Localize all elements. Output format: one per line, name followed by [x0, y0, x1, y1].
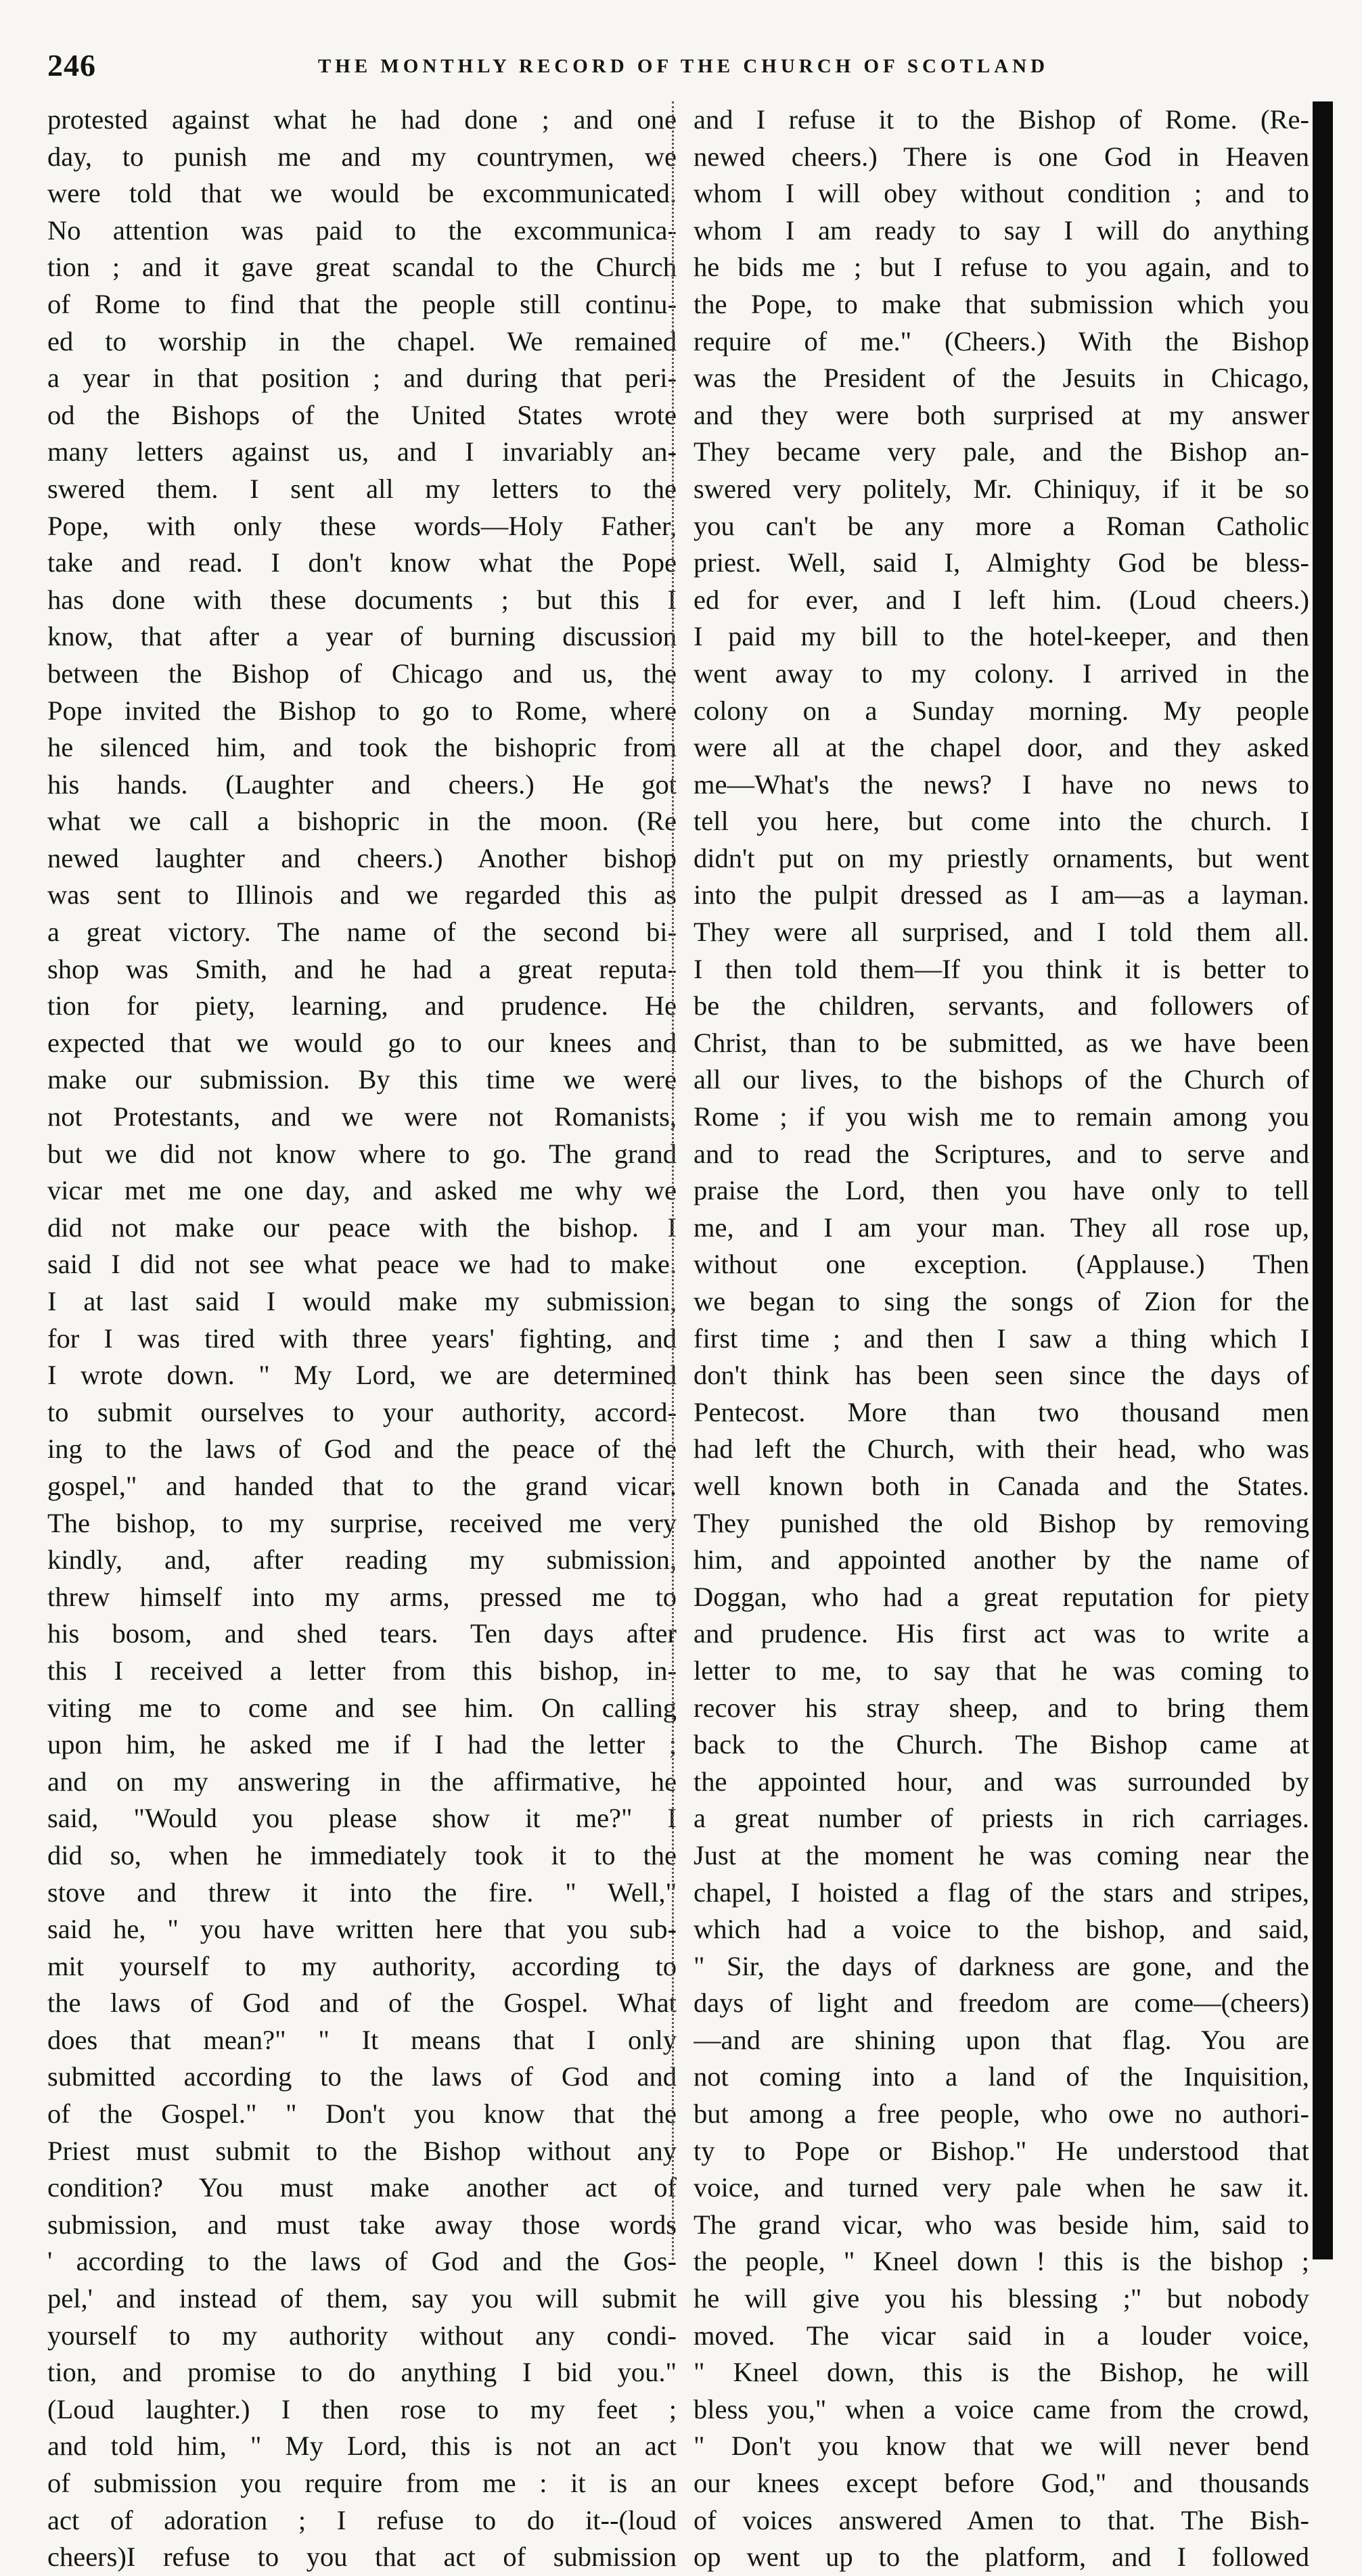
- text-line: swered very politely, Mr. Chiniquy, if it be so: [694, 473, 1309, 504]
- text-line: and told him, " My Lord, this is not an act: [47, 2431, 677, 2462]
- text-line: the laws of God and of the Gospel. What: [47, 1987, 677, 2019]
- text-line: submission, and must take away those words: [47, 2209, 677, 2240]
- text-line: his bosom, and shed tears. Ten days after: [47, 1618, 677, 1649]
- text-line: threw himself into my arms, pressed me to: [47, 1581, 677, 1612]
- text-line: but we did not know where to go. The grand: [47, 1138, 677, 1169]
- text-line: " Don't you know that we will never bend: [694, 2431, 1309, 2462]
- text-line: require of me." (Cheers.) With the Bishop: [694, 325, 1309, 356]
- text-line: make our submission. By this time we were: [47, 1064, 677, 1095]
- text-line: was the President of the Jesuits in Chicago,: [694, 363, 1309, 394]
- text-line: newed laughter and cheers.) Another bishop: [47, 842, 677, 873]
- text-line: a year in that position ; and during that peri-: [47, 363, 677, 394]
- text-line: were told that we would be excommunicated.: [47, 178, 677, 209]
- text-line: of submission you require from me : it is an: [47, 2468, 677, 2498]
- text-line: viting me to come and see him. On calling: [47, 1692, 677, 1723]
- text-line: but among a free people, who owe no authori-: [694, 2098, 1309, 2130]
- text-line: swered them. I sent all my letters to the: [47, 473, 677, 504]
- text-line: said he, " you have written here that you sub-: [47, 1914, 677, 1945]
- text-line: many letters against us, and I invariably an-: [47, 436, 677, 467]
- text-line: They punished the old Bishop by removing: [694, 1507, 1309, 1538]
- column-divider: [672, 101, 674, 2259]
- text-line: back to the Church. The Bishop came at: [694, 1729, 1309, 1760]
- page-number: 246: [47, 48, 96, 83]
- text-line: " Kneel down, this is the Bishop, he will: [694, 2357, 1309, 2388]
- text-line: Doggan, who had a great reputation for piety: [694, 1581, 1309, 1612]
- text-line: ty to Pope or Bishop." He understood that: [694, 2135, 1309, 2166]
- text-line: kindly, and, after reading my submission,: [47, 1544, 677, 1576]
- text-line: ed for ever, and I left him. (Loud cheers.): [694, 584, 1309, 615]
- text-line: tion ; and it gave great scandal to the Church: [47, 252, 677, 283]
- left-column: [47, 101, 677, 2576]
- text-line: of Rome to find that the people still continu-: [47, 288, 677, 319]
- text-line: —and are shining upon that flag. You are: [694, 2024, 1309, 2055]
- text-line: into the pulpit dressed as I am—as a layman.: [694, 879, 1309, 911]
- text-line: vicar met me one day, and asked me why we: [47, 1175, 677, 1206]
- text-line: the appointed hour, and was surrounded by: [694, 1766, 1309, 1797]
- text-line: his hands. (Laughter and cheers.) He got: [47, 768, 677, 800]
- text-line: od the Bishops of the United States wrote: [47, 399, 677, 430]
- text-line: not coming into a land of the Inquisition,: [694, 2061, 1309, 2092]
- text-line: condition? You must make another act of: [47, 2172, 677, 2203]
- text-line: chapel, I hoisted a flag of the stars and stripes,: [694, 1877, 1309, 1908]
- text-line: (Loud laughter.) I then rose to my feet ;: [47, 2393, 677, 2424]
- text-line: went away to my colony. I arrived in the: [694, 658, 1309, 689]
- text-line: he silenced him, and took the bishopric from: [47, 732, 677, 763]
- text-line: I wrote down. " My Lord, we are determined: [47, 1360, 677, 1391]
- text-line: letter to me, to say that he was coming to: [694, 1655, 1309, 1686]
- text-line: The grand vicar, who was beside him, said to: [694, 2209, 1309, 2240]
- text-line: Christ, than to be submitted, as we have been: [694, 1027, 1309, 1058]
- text-line: me, and I am your man. They all rose up,: [694, 1212, 1309, 1243]
- text-line: newed cheers.) There is one God in Heaven: [694, 141, 1309, 172]
- text-line: shop was Smith, and he had a great reputa-: [47, 953, 677, 984]
- text-line: stove and threw it into the fire. " Well,": [47, 1877, 677, 1908]
- text-line: of voices answered Amen to that. The Bish-: [694, 2504, 1309, 2535]
- text-line: Pope, with only these words—Holy Father,: [47, 510, 677, 541]
- text-line: whom I am ready to say I will do anything: [694, 214, 1309, 246]
- text-line: No attention was paid to the excommunica-: [47, 214, 677, 246]
- text-line: and prudence. His first act was to write a: [694, 1618, 1309, 1649]
- text-line: day, to punish me and my countrymen, we: [47, 141, 677, 172]
- text-line: ed to worship in the chapel. We remained: [47, 325, 677, 356]
- text-line: and I refuse it to the Bishop of Rome. (Re-: [694, 104, 1309, 135]
- text-line: don't think has been seen since the days of: [694, 1360, 1309, 1391]
- text-line: and to read the Scriptures, and to serve and: [694, 1138, 1309, 1169]
- text-line: said, "Would you please show it me?" I: [47, 1803, 677, 1834]
- text-line: They were all surprised, and I told them all.: [694, 917, 1309, 948]
- text-line: for I was tired with three years' fighting, and: [47, 1322, 677, 1354]
- text-line: know, that after a year of burning discussion: [47, 621, 677, 652]
- text-line: tion, and promise to do anything I bid you.": [47, 2357, 677, 2388]
- text-line: colony on a Sunday morning. My people: [694, 695, 1309, 726]
- text-line: yourself to my authority without any condi-: [47, 2320, 677, 2351]
- text-line: act of adoration ; I refuse to do it--(loud: [47, 2504, 677, 2535]
- text-line: mit yourself to my authority, according to: [47, 1950, 677, 1981]
- text-line: and they were both surprised at my answer: [694, 399, 1309, 430]
- text-line: did so, when he immediately took it to the: [47, 1839, 677, 1870]
- text-line: pel,' and instead of them, say you will submit: [47, 2283, 677, 2314]
- text-line: gospel," and handed that to the grand vicar.: [47, 1470, 677, 1501]
- text-line: he will give you his blessing ;" but nobody: [694, 2283, 1309, 2314]
- text-line: first time ; and then I saw a thing which I: [694, 1322, 1309, 1354]
- text-line: submitted according to the laws of God and: [47, 2061, 677, 2092]
- text-line: I then told them—If you think it is better to: [694, 953, 1309, 984]
- text-line: moved. The vicar said in a louder voice,: [694, 2320, 1309, 2351]
- text-line: Pentecost. More than two thousand men: [694, 1396, 1309, 1427]
- text-line: does that mean?" " It means that I only: [47, 2024, 677, 2055]
- text-line: has done with these documents ; but this I: [47, 584, 677, 615]
- right-column: [694, 101, 1309, 2576]
- text-line: between the Bishop of Chicago and us, the: [47, 658, 677, 689]
- text-line: well known both in Canada and the States.: [694, 1470, 1309, 1501]
- text-line: expected that we would go to our knees and: [47, 1027, 677, 1058]
- page-header: [47, 47, 1319, 88]
- text-line: me—What's the news? I have no news to: [694, 768, 1309, 800]
- text-line: said I did not see what peace we had to make.: [47, 1249, 677, 1280]
- text-line: didn't put on my priestly ornaments, but went: [694, 842, 1309, 873]
- text-line: ing to the laws of God and the peace of the: [47, 1433, 677, 1465]
- text-line: tion for piety, learning, and prudence. He: [47, 990, 677, 1021]
- text-line: all our lives, to the bishops of the Church of: [694, 1064, 1309, 1095]
- text-line: recover his stray sheep, and to bring them: [694, 1692, 1309, 1723]
- text-line: he bids me ; but I refuse to you again, and to: [694, 252, 1309, 283]
- text-line: was sent to Illinois and we regarded this as: [47, 879, 677, 911]
- text-line: Pope invited the Bishop to go to Rome, where: [47, 695, 677, 726]
- text-line: we began to sing the songs of Zion for the: [694, 1286, 1309, 1316]
- text-line: days of light and freedom are come—(cheers): [694, 1987, 1309, 2019]
- text-line: priest. Well, said I, Almighty God be bless-: [694, 547, 1309, 578]
- text-line: protested against what he had done ; and one: [47, 104, 677, 135]
- text-line: whom I will obey without condition ; and to: [694, 178, 1309, 209]
- text-line: what we call a bishopric in the moon. (Re: [47, 806, 677, 837]
- text-line: the Pope, to make that submission which you: [694, 288, 1309, 319]
- text-line: had left the Church, with their head, who was: [694, 1433, 1309, 1465]
- text-line: op went up to the platform, and I followed: [694, 2542, 1309, 2573]
- text-line: this I received a letter from this bishop, in-: [47, 1655, 677, 1686]
- text-line: a great victory. The name of the second bi-: [47, 917, 677, 948]
- text-line: take and read. I don't know what the Pope: [47, 547, 677, 578]
- text-line: a great number of priests in rich carriages.: [694, 1803, 1309, 1834]
- text-line: which had a voice to the bishop, and said,: [694, 1914, 1309, 1945]
- text-line: the people, " Kneel down ! this is the bishop ;: [694, 2246, 1309, 2277]
- text-line: bless you," when a voice came from the crowd,: [694, 2393, 1309, 2424]
- text-line: Rome ; if you wish me to remain among you: [694, 1101, 1309, 1132]
- text-line: our knees except before God," and thousands: [694, 2468, 1309, 2498]
- text-line: cheers)I refuse to you that act of submission: [47, 2542, 677, 2573]
- text-line: him, and appointed another by the name of: [694, 1544, 1309, 1576]
- scan-edge-shadow: [1313, 101, 1333, 2259]
- text-line: not Protestants, and we were not Romanists,: [47, 1101, 677, 1132]
- text-line: voice, and turned very pale when he saw it.: [694, 2172, 1309, 2203]
- text-line: I paid my bill to the hotel-keeper, and then: [694, 621, 1309, 652]
- text-line: ' according to the laws of God and the Gos-: [47, 2246, 677, 2277]
- text-line: you can't be any more a Roman Catholic: [694, 510, 1309, 541]
- text-line: Priest must submit to the Bishop without any: [47, 2135, 677, 2166]
- text-line: be the children, servants, and followers of: [694, 990, 1309, 1021]
- text-line: were all at the chapel door, and they asked: [694, 732, 1309, 763]
- text-line: Just at the moment he was coming near the: [694, 1839, 1309, 1870]
- text-line: upon him, he asked me if I had the letter ;: [47, 1729, 677, 1760]
- text-line: I at last said I would make my submission,: [47, 1286, 677, 1316]
- text-line: praise the Lord, then you have only to tell: [694, 1175, 1309, 1206]
- text-line: and on my answering in the affirmative, he: [47, 1766, 677, 1797]
- text-line: did not make our peace with the bishop. I: [47, 1212, 677, 1243]
- text-line: of the Gospel." " Don't you know that the: [47, 2098, 677, 2130]
- text-line: The bishop, to my surprise, received me very: [47, 1507, 677, 1538]
- text-line: tell you here, but come into the church. I: [694, 806, 1309, 837]
- text-line: " Sir, the days of darkness are gone, and the: [694, 1950, 1309, 1981]
- text-line: to submit ourselves to your authority, accord-: [47, 1396, 677, 1427]
- text-line: without one exception. (Applause.) Then: [694, 1249, 1309, 1280]
- text-line: They became very pale, and the Bishop an-: [694, 436, 1309, 467]
- running-title: THE MONTHLY RECORD OF THE CHURCH OF SCOTLAND: [317, 55, 1049, 77]
